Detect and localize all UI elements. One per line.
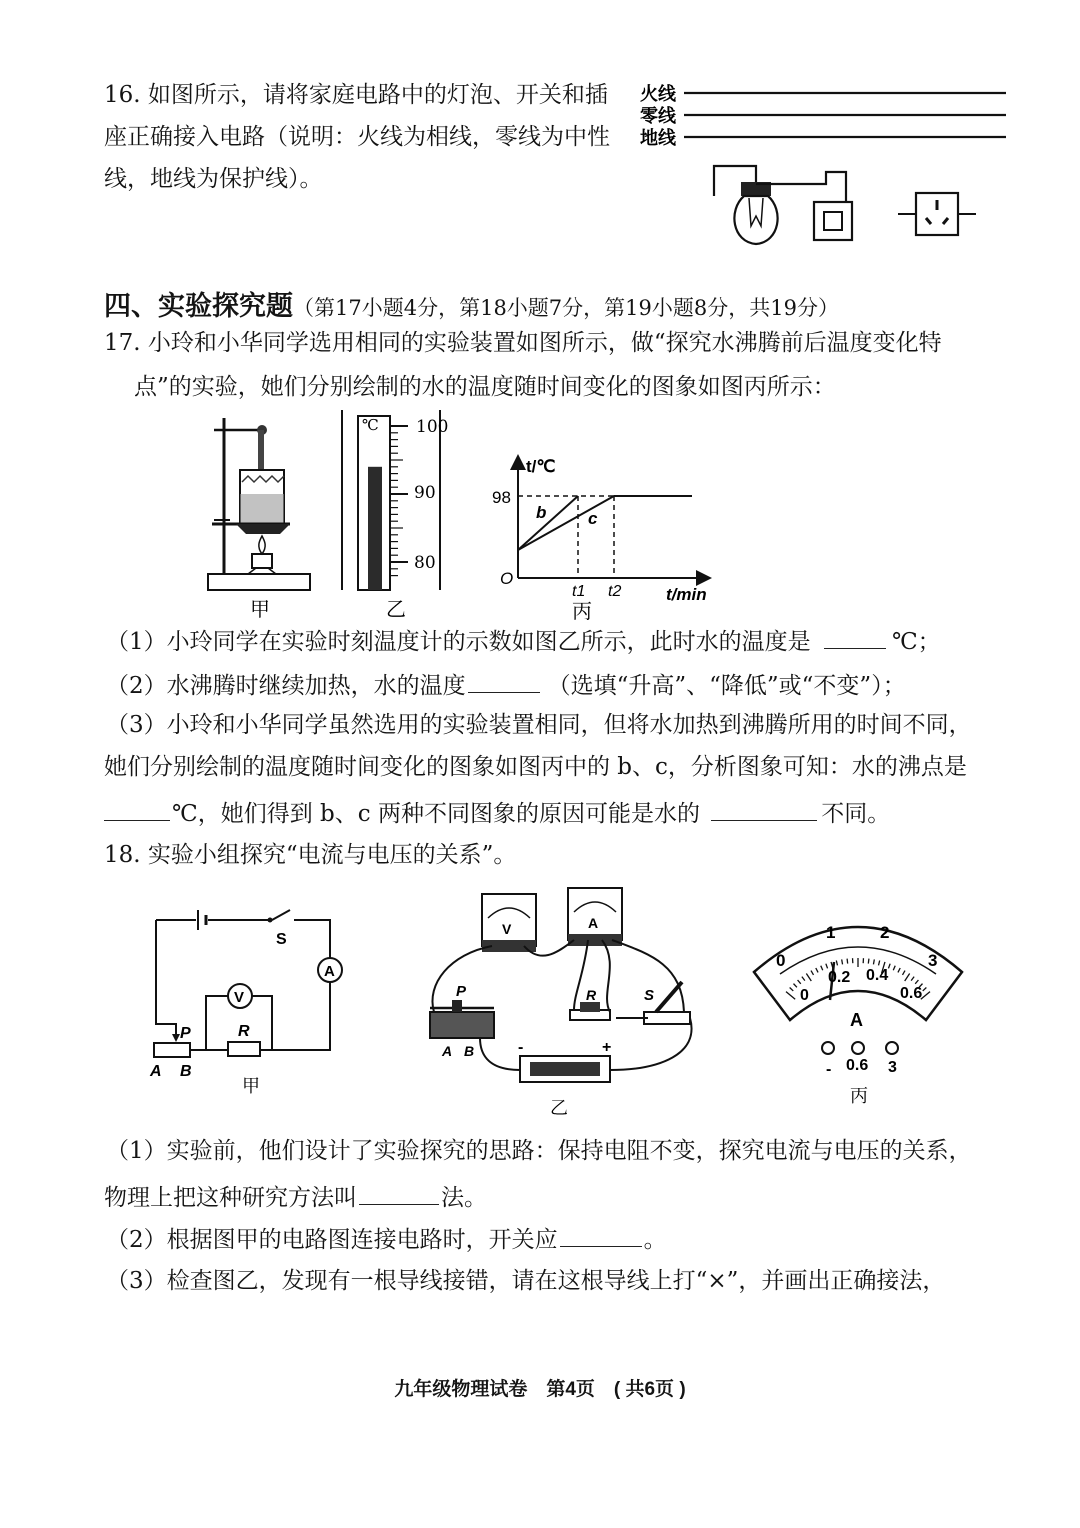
- q17-p2-options: （选填“升高”、“降低”或“不变”）；: [547, 673, 906, 699]
- dial-bottom-04: 0.4: [866, 967, 889, 984]
- dial-tick: [868, 959, 869, 964]
- page-footer: 九年级物理试卷 第4页 ( 共6页 ): [394, 1379, 686, 1400]
- dial-tick: [847, 959, 848, 964]
- q17-part1: [106, 624, 941, 657]
- socket-icon: [898, 193, 976, 235]
- q17-p3-line2: 她们分别绘制的温度随时间变化的图象如图丙中的 b、c，分析图象可知：水的沸点是: [104, 754, 967, 780]
- dial-top-3: 3: [928, 951, 938, 970]
- yi-P-label: P: [456, 983, 467, 1000]
- thermo-tick-80: 80: [414, 553, 436, 573]
- thermometer-unit-label: ℃: [362, 416, 379, 434]
- dial-tick: [842, 959, 843, 964]
- ground-line-label: 地线: [640, 128, 676, 149]
- dial-face: [754, 927, 962, 1020]
- q17-intro-line1: 17. 小玲和小华同学选用相同的实验装置如图所示，做“探究水沸腾前后温度变化特: [104, 330, 942, 356]
- q16-line2: 座正确接入电路（说明：火线为相线，零线为中性: [104, 124, 610, 150]
- fire-line-label: 火线: [640, 84, 676, 105]
- dial-top-1: 1: [826, 923, 836, 942]
- section4-score-note: （第17小题4分，第18小题7分，第19小题8分，共19分）: [293, 296, 839, 320]
- dial-bottom-02: 0.2: [828, 969, 851, 986]
- ammeter-dial-figure: [746, 902, 970, 1112]
- q16-line3: 线，地线为保护线）。: [104, 166, 323, 192]
- q18-p2-end: 。: [643, 1227, 667, 1253]
- terminal-06-label: 0.6: [846, 1057, 869, 1074]
- thermo-tick-90: 90: [414, 483, 436, 503]
- jia-B-end-label: B: [180, 1063, 192, 1080]
- boiling-apparatus-figure: [200, 408, 320, 622]
- ammeter-device-icon: [568, 888, 622, 946]
- series-b-line: [518, 496, 578, 550]
- x-tick-t1: t1: [572, 583, 586, 600]
- terminal-3-icon: [886, 1042, 898, 1054]
- series-c-label: c: [588, 509, 598, 528]
- q17-p3-end: 不同。: [821, 801, 891, 827]
- neutral-line-label: 零线: [640, 106, 676, 127]
- q18-p2: [106, 1222, 667, 1255]
- yi-ammeter-label: A: [588, 915, 599, 931]
- q17-p3-text: ℃，她们得到 b、c 两种不同图象的原因可能是水的: [172, 801, 700, 827]
- circuit-diagram-jia: [146, 900, 356, 1100]
- q18-fig-bing-caption: 丙: [850, 1086, 868, 1107]
- q16-line1: 16. 如图所示，请将家庭电路中的灯泡、开关和插: [104, 82, 608, 108]
- q17-p1-text: （1）小玲同学在实验时刻温度计的示数如图乙所示，此时水的温度是: [106, 629, 811, 655]
- jia-P-label: P: [180, 1025, 191, 1042]
- q18-fig-jia-caption: 甲: [242, 1076, 260, 1097]
- q17-p1-unit: ℃；: [891, 629, 941, 655]
- series-b-label: b: [536, 503, 547, 522]
- q18-p1-text: 物理上把这种研究方法叫: [104, 1185, 357, 1211]
- yi-voltmeter-label: V: [502, 921, 512, 937]
- yi-minus-label: -: [518, 1039, 524, 1056]
- q17-p3-boiling-point-blank[interactable]: [104, 796, 170, 821]
- q18-intro: 18. 实验小组探究“电流与电压的关系”。: [104, 842, 517, 868]
- q18-p2-text: （2）根据图甲的电路图连接电路时，开关应: [106, 1227, 558, 1253]
- light-bulb-icon: [714, 166, 778, 244]
- q17-p3-reason-blank[interactable]: [711, 796, 817, 821]
- resistor-R: [228, 1042, 260, 1056]
- q17-part2: [106, 668, 906, 701]
- graph-y98-label: 98: [492, 488, 511, 507]
- jia-ammeter-label: A: [324, 963, 335, 980]
- yi-plus-label: +: [602, 1039, 612, 1056]
- rheostat: [154, 1043, 190, 1057]
- thermo-tick-100: 100: [416, 417, 449, 437]
- switch-lever: [272, 910, 290, 920]
- yi-R-label: R: [586, 987, 597, 1003]
- q17-p3-line1: （3）小玲和小华同学虽然选用的实验装置相同，但将水加热到沸腾所用的时间不同，: [106, 712, 972, 738]
- q17-p2-answer-blank[interactable]: [468, 668, 540, 693]
- q17-p1-answer-blank[interactable]: [824, 624, 886, 649]
- battery-device-icon: [518, 1039, 611, 1082]
- temperature-time-graph: [488, 448, 728, 624]
- thermometer-figure: [336, 408, 476, 622]
- fig-yi-caption: 乙: [386, 597, 406, 621]
- q18-fig-yi-caption: 乙: [550, 1098, 568, 1119]
- q18-p2-switch-blank[interactable]: [560, 1222, 642, 1247]
- terminal-minus-label: -: [826, 1061, 832, 1078]
- q17-p3-line3: [104, 796, 890, 829]
- fig-jia-caption: 甲: [250, 597, 270, 621]
- section4-title: 四、实验探究题: [104, 291, 293, 322]
- terminal-minus-icon: [822, 1042, 834, 1054]
- jia-R-label: R: [238, 1023, 250, 1040]
- fig-bing-caption: 丙: [572, 599, 592, 623]
- q18-p3: （3）检查图乙，发现有一根导线接错，请在这根导线上打“×”，并画出正确接法，: [106, 1268, 946, 1294]
- yi-B-end-label: B: [464, 1043, 475, 1059]
- dial-unit-label: A: [850, 1010, 863, 1030]
- q18-p1-line1: （1）实验前，他们设计了实验探究的思路：保持电阻不变，探究电流与电压的关系，: [106, 1138, 972, 1164]
- household-circuit-figure: [636, 76, 1016, 256]
- dial-top-2: 2: [880, 923, 890, 942]
- physical-circuit-yi: [420, 884, 720, 1124]
- q17-p2-text: （2）水沸腾时继续加热，水的温度: [106, 673, 466, 699]
- rheostat-device-icon: [430, 983, 494, 1059]
- dial-top-0: 0: [776, 951, 786, 970]
- thermometer-liquid-column: [368, 467, 382, 590]
- q18-p1-line2: [104, 1180, 487, 1213]
- q17-intro-line2: 点”的实验，她们分别绘制的水的温度随时间变化的图象如图丙所示：: [134, 374, 836, 400]
- q18-p1-end: 法。: [441, 1185, 487, 1211]
- dial-tick: [873, 959, 874, 964]
- graph-x-label: t/min: [666, 585, 707, 604]
- section4-heading: [104, 284, 839, 323]
- graph-origin-label: O: [500, 569, 514, 588]
- yi-S-label: S: [644, 987, 655, 1004]
- graph-y-label: t/℃: [526, 457, 556, 476]
- jia-A-end-label: A: [150, 1063, 162, 1080]
- dial-bottom-0: 0: [800, 987, 809, 1004]
- thermometer-scale: [390, 426, 408, 576]
- jia-switch-label: S: [276, 931, 287, 948]
- jia-voltmeter-label: V: [234, 989, 245, 1006]
- voltmeter-device-icon: [482, 894, 536, 952]
- x-tick-t2: t2: [608, 583, 622, 600]
- yi-A-end-label: A: [442, 1043, 453, 1059]
- terminal-3-label: 3: [888, 1059, 897, 1076]
- q18-p1-method-blank[interactable]: [359, 1180, 439, 1205]
- terminal-06-icon: [852, 1042, 864, 1054]
- dial-bottom-06: 0.6: [900, 985, 923, 1002]
